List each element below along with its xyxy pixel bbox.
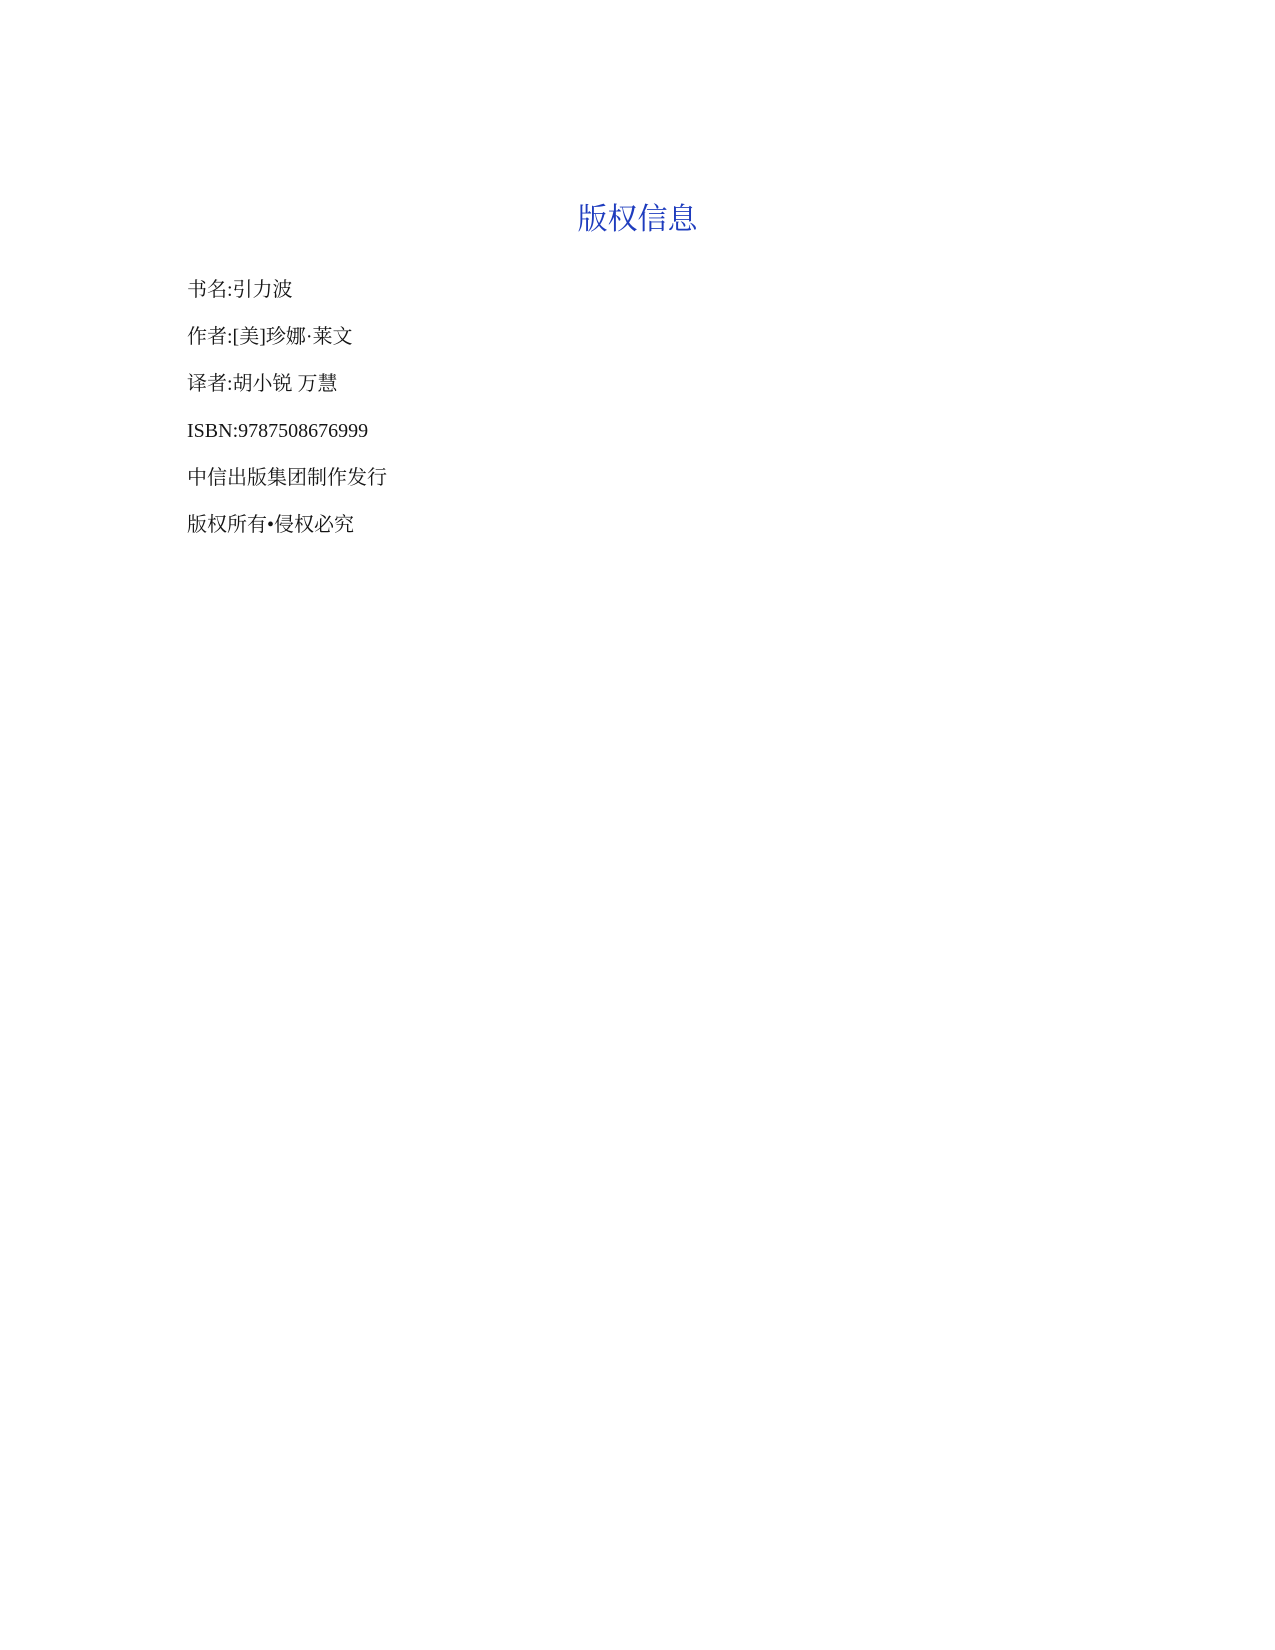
copyright-info-block — [187, 280, 387, 562]
publisher-line: 中信出版集团制作发行 — [187, 467, 387, 489]
book-title-line: 书名:引力波 — [187, 279, 293, 301]
page-title: 版权信息 — [577, 203, 698, 236]
rights-notice-line: 版权所有•侵权必究 — [187, 514, 355, 536]
translator-line: 译者:胡小锐 万慧 — [187, 373, 338, 395]
author-line: 作者:[美]珍娜·莱文 — [187, 326, 353, 348]
isbn-line: ISBN:9787508676999 — [187, 420, 369, 442]
